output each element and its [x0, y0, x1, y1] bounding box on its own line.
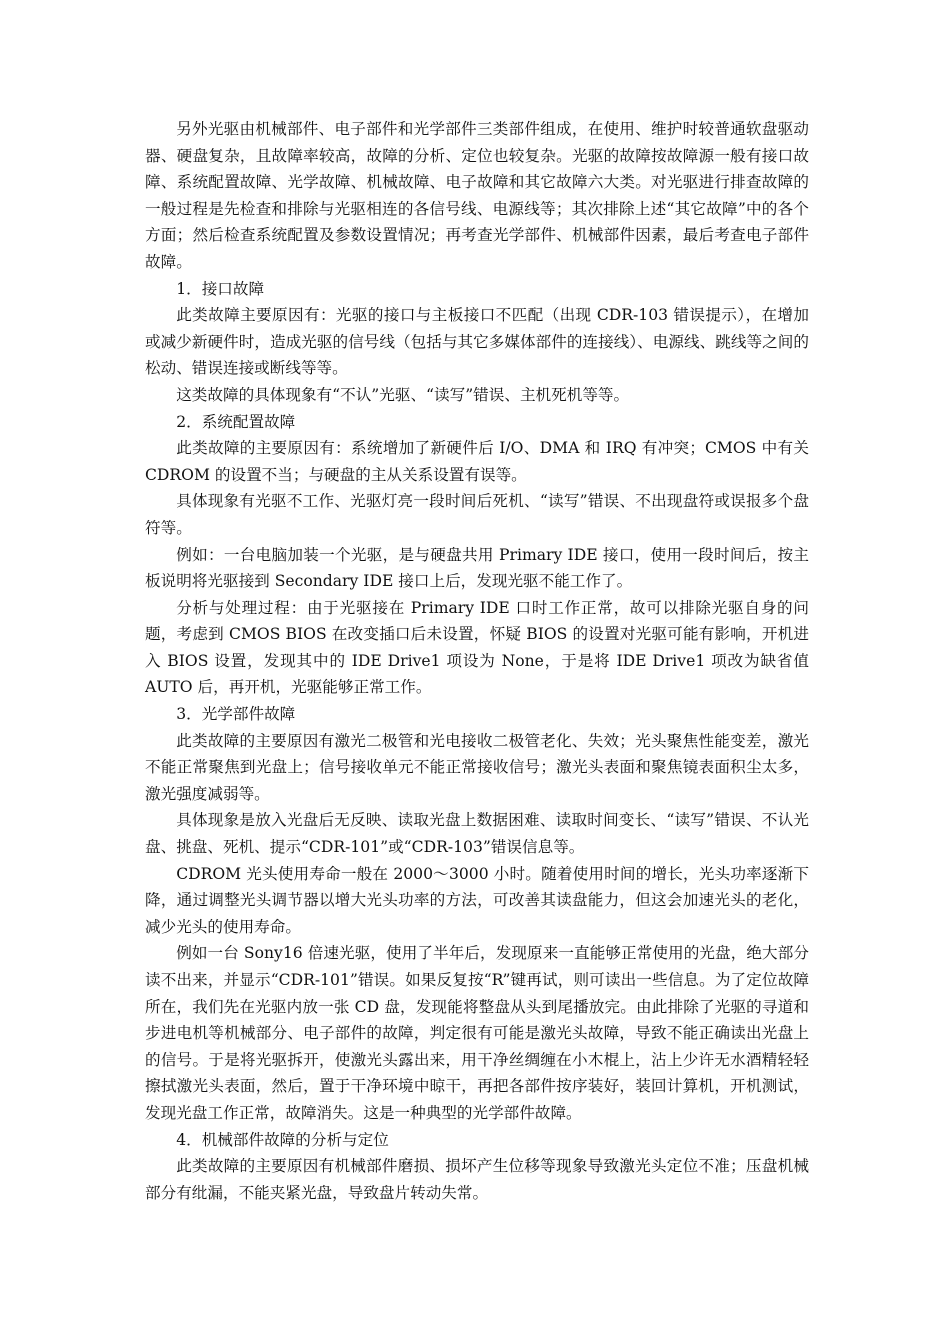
section-heading-mechanical-fault: 4．机械部件故障的分析与定位	[176, 1130, 389, 1149]
paragraph-optical-symptoms: 具体现象是放入光盘后无反映、读取光盘上数据困难、读取时间变长、“读写”错误、不认光盘、挑盘、死机、提示“CDR-101”或“CDR-103”错误信息等。	[145, 811, 809, 857]
paragraph-interface-symptoms: 这类故障的具体现象有“不认”光驱、“读写”错误、主机死机等等。	[176, 385, 630, 404]
paragraph-mechanical-cause: 此类故障的主要原因有机械部件磨损、损坏产生位移等现象导致激光头定位不准；压盘机械部分有纰漏，不能夹紧光盘，导致盘片转动失常。	[145, 1157, 809, 1202]
paragraph-config-symptoms: 具体现象有光驱不工作、光驱灯亮一段时间后死机、“读写”错误、不出现盘符或误报多个盘符等。	[145, 492, 809, 537]
paragraph-optical-cause: 此类故障的主要原因有激光二极管和光电接收二极管老化、失效；光头聚焦性能变差，激光不能正常聚焦到光盘上；信号接收单元不能正常接收信号；激光头表面和聚焦镜表面积尘太多，激光强度减弱等。	[145, 731, 809, 803]
paragraph-config-example: 例如：一台电脑加装一个光驱，是与硬盘共用 Primary IDE 接口，使用一段时间后，按主板说明将光驱接到 Secondary IDE 接口上后，发现光驱不能工作了。	[145, 545, 809, 591]
paragraph-interface-cause: 此类故障主要原因有：光驱的接口与主板接口不匹配（出现 CDR-103 错误提示），在增加或减少新硬件时，造成光驱的信号线（包括与其它多媒体部件的连接线）、电源线、跳线等之间的松动、错误连接或断线等等。	[145, 306, 809, 378]
paragraph-config-cause: 此类故障的主要原因有：系统增加了新硬件后 I/O、DMA 和 IRQ 有冲突；CMOS 中有关 CDROM 的设置不当；与硬盘的主从关系设置有误等。	[145, 439, 809, 484]
section-heading-optical-fault: 3．光学部件故障	[176, 705, 296, 724]
paragraph-optical-lifespan: CDROM 光头使用寿命一般在 2000～3000 小时。随着使用时间的增长，光头功率逐渐下降，通过调整光头调节器以增大光头功率的方法，可改善其读盘能力，但这会加速光头的老化，减少光头的使用寿命。	[145, 864, 809, 936]
paragraph-config-analysis: 分析与处理过程：由于光驱接在 Primary IDE 口时工作正常，故可以排除光驱自身的问题，考虑到 CMOS BIOS 在改变插口后未设置，怀疑 BIOS 的设置对光驱可能有影响，开机进入 BIOS 设置，发现其中的 IDE Drive1 项设为 None，于是将 IDE Drive1 项改为缺省值 AUTO 后，再开机，光驱能够正常工作。	[145, 598, 809, 697]
document-page	[145, 116, 809, 1206]
paragraph-optical-example: 例如一台 Sony16 倍速光驱，使用了半年后，发现原来一直能够正常使用的光盘，绝大部分读不出来，并显示“CDR-101”错误。如果反复按“R”键再试，则可读出一些信息。为了定位故障所在，我们先在光驱内放一张 CD 盘，发现能将整盘从头到尾播放完。由此排除了光驱的寻道和步进电机等机械部分、电子部件的故障，判定很有可能是激光头故障，导致不能正确读出光盘上的信号。于是将光驱拆开，使激光头露出来，用干净丝绸缠在小木棍上，沾上少许无水酒精轻轻擦拭激光头表面，然后，置于干净环境中晾干，再把各部件按序装好，装回计算机，开机测试，发现光盘工作正常，故障消失。这是一种典型的光学部件故障。	[145, 944, 809, 1122]
section-heading-config-fault: 2．系统配置故障	[176, 412, 296, 431]
section-heading-interface-fault: 1．接口故障	[176, 279, 265, 298]
intro-paragraph: 另外光驱由机械部件、电子部件和光学部件三类部件组成，在使用、维护时较普通软盘驱动器、硬盘复杂，且故障率较高，故障的分析、定位也较复杂。光驱的故障按故障源一般有接口故障、系统配置故障、光学故障、机械故障、电子故障和其它故障六大类。对光驱进行排查故障的一般过程是先检查和排除与光驱相连的各信号线、电源线等；其次排除上述“其它故障”中的各个方面；然后检查系统配置及参数设置情况；再考查光学部件、机械部件因素，最后考查电子部件故障。	[145, 120, 809, 271]
